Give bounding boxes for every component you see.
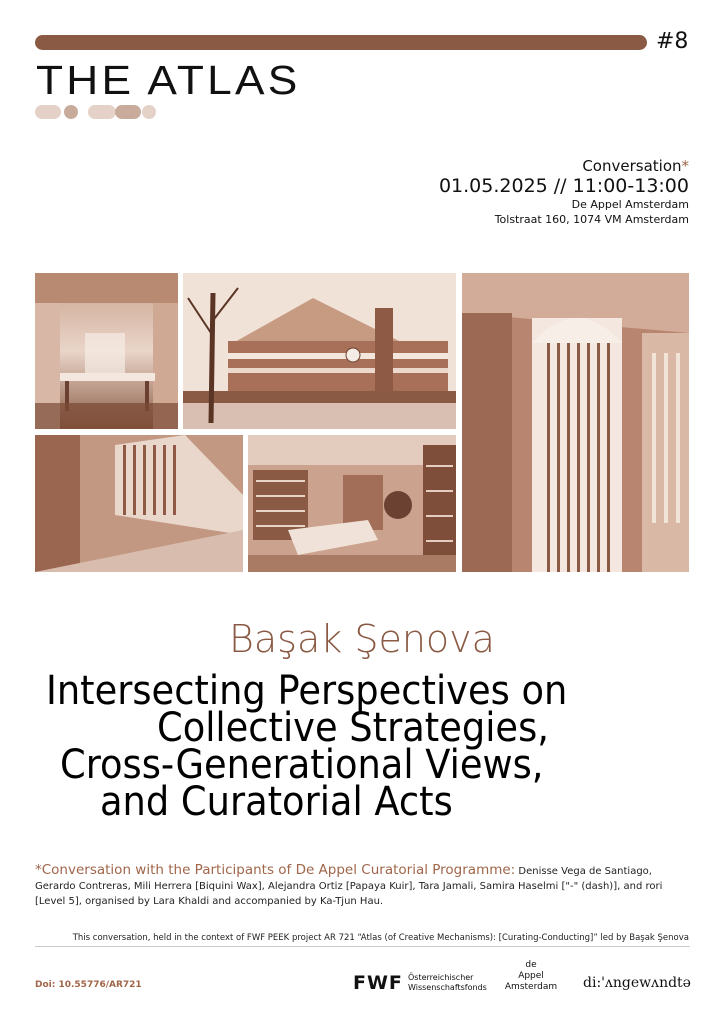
project-context: This conversation, held in the context of FWF PEEK project AR 721 “Atlas (of Creative Mechanisms): [Curating-Conducting]” led by Başak Şenova [72, 933, 689, 943]
divider [35, 946, 690, 947]
credits-lead: *Conversation with the Participants of De Appel Curatorial Programme: [35, 862, 516, 878]
de-appel-logo: de Appel Amsterdam [504, 960, 558, 992]
doi-label: Doi: 10.55776/AR721 [35, 980, 142, 990]
photo-library-table [248, 435, 456, 572]
participants-credits [35, 863, 690, 909]
event-venue: De Appel Amsterdam [571, 198, 689, 211]
brand-title: THE ATLAS [36, 57, 301, 103]
issue-number: #8 [656, 29, 689, 54]
title-line: Cross-Generational Views, [60, 742, 544, 788]
header-bar [35, 35, 647, 50]
photo-meeting-room [35, 273, 178, 429]
title-line: and Curatorial Acts [100, 779, 453, 825]
photo-building-exterior [183, 273, 456, 429]
event-datetime: 01.05.2025 // 11:00-13:00 [438, 175, 689, 197]
credits-body: Denisse Vega de Santiago, Gerardo Contreras, Mili Herrera [Biquini Wax], Alejandra Ortiz [Papaya Kuir], Tara Jamali, Samira Haselmi ["-" (dash)], and rori [Level 5], organised by Lara Khaldi and accompanied by Ka-Tjun Hau. [35, 866, 663, 907]
author-name: Başak Şenova [229, 617, 495, 661]
event-address: Tolstraat 160, 1074 VM Amsterdam [494, 213, 689, 226]
photo-tall-window [462, 273, 689, 572]
event-kind: Conversation* [582, 157, 689, 175]
photo-collage [35, 273, 689, 572]
angewandte-logo: di:'ʌngewʌndtə [583, 975, 691, 991]
title-line: Collective Strategies, [157, 705, 549, 751]
fwf-logo: FWF [353, 972, 403, 994]
event-info [439, 157, 689, 227]
fwf-subtitle: Österreichischer Wissenschaftsfonds [408, 973, 487, 992]
photo-stairwell-louvres [35, 435, 243, 572]
title-line: Intersecting Perspectives on [46, 668, 568, 714]
